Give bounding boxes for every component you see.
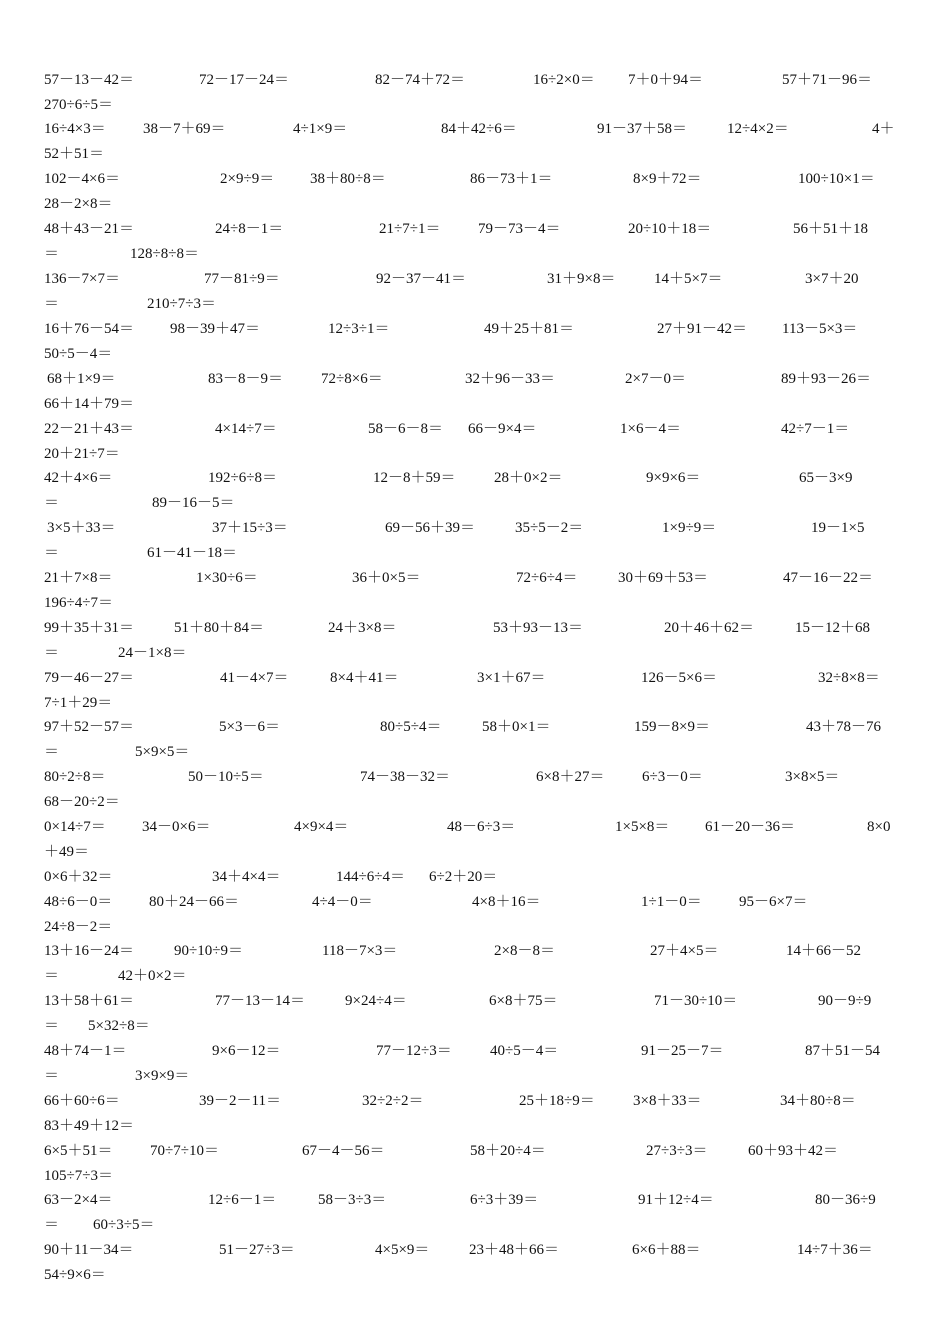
math-expression: 12÷4×2＝ [727,121,789,137]
math-expression: 28＋0×2＝ [494,470,563,486]
math-expression: 90－9÷9 [818,993,872,1009]
math-expression: 102－4×6＝ [44,171,120,187]
math-expression: 8×0 [867,819,891,835]
math-expression: 4÷1×9＝ [293,121,348,137]
math-expression: 80＋24－66＝ [149,894,240,910]
math-expression: 21÷7÷1＝ [379,221,441,237]
math-expression: 3×1＋67＝ [477,670,546,686]
math-expression: 42＋4×6＝ [44,470,113,486]
equals-sign: ＝ [44,1217,60,1233]
math-expression: 72÷8×6＝ [321,371,383,387]
math-expression: 14÷7＋36＝ [797,1242,873,1258]
math-expression: 51－27÷3＝ [219,1242,295,1258]
math-expression: 22－21＋43＝ [44,421,135,437]
math-expression: 58＋0×1＝ [482,719,551,735]
equals-sign: ＝ [44,296,60,312]
math-expression: 92－37－41＝ [376,271,467,287]
math-expression: 42÷7－1＝ [781,421,850,437]
math-expression: 66＋60÷6＝ [44,1093,120,1109]
math-expression: 24÷8－2＝ [44,919,113,935]
math-expression: 95－6×7＝ [739,894,808,910]
math-expression: 3×7＋20 [805,271,859,287]
math-expression: 6÷2＋20＝ [429,869,498,885]
math-expression: 35÷5－2＝ [515,520,584,536]
math-expression: 144÷6÷4＝ [336,869,405,885]
math-expression: 57＋71－96＝ [782,72,873,88]
math-expression: 89＋93－26＝ [781,371,872,387]
math-expression: 1×6－4＝ [620,421,681,437]
math-expression: 48÷6－0＝ [44,894,113,910]
math-expression: 192÷6÷8＝ [208,470,277,486]
math-expression: 69－56＋39＝ [385,520,476,536]
math-expression: 25＋18÷9＝ [519,1093,595,1109]
math-expression: 3×8×5＝ [785,769,840,785]
math-expression: 61－41－18＝ [147,545,238,561]
math-expression: 58－6－8＝ [368,421,444,437]
math-expression: 34＋80÷8＝ [780,1093,856,1109]
math-expression: 51＋80＋84＝ [174,620,265,636]
math-expression: 71－30÷10＝ [654,993,738,1009]
math-expression: 8×4＋41＝ [330,670,399,686]
math-expression: 83＋49＋12＝ [44,1118,135,1134]
math-expression: 4＋ [872,121,895,137]
math-expression: 63－2×4＝ [44,1192,113,1208]
math-expression: 16÷4×3＝ [44,121,106,137]
math-expression: 105÷7÷3＝ [44,1168,113,1184]
math-expression: 89－16－5＝ [152,495,235,511]
math-expression: 4×9×4＝ [294,819,349,835]
math-expression: 58－3÷3＝ [318,1192,387,1208]
math-expression: 12÷6－1＝ [208,1192,277,1208]
math-expression: 97＋52－57＝ [44,719,135,735]
math-expression: 126－5×6＝ [641,670,717,686]
math-expression: 49＋25＋81＝ [484,321,575,337]
math-expression: 1×30÷6＝ [196,570,258,586]
math-expression: 16÷2×0＝ [533,72,595,88]
math-expression: 72÷6÷4＝ [516,570,578,586]
math-expression: 5×32÷8＝ [88,1018,150,1034]
math-expression: 50÷5－4＝ [44,346,113,362]
math-expression: 196÷4÷7＝ [44,595,113,611]
math-expression: 7＋0＋94＝ [628,72,704,88]
equals-sign: ＝ [44,246,60,262]
math-expression: 48－6÷3＝ [447,819,516,835]
math-expression: 72－17－24＝ [199,72,290,88]
math-expression: 98－39＋47＝ [170,321,261,337]
math-expression: 3×9×9＝ [135,1068,190,1084]
math-expression: 48＋43－21＝ [44,221,135,237]
math-expression: 42＋0×2＝ [118,968,187,984]
math-expression: 60＋93＋42＝ [748,1143,839,1159]
math-expression: 34－0×6＝ [142,819,211,835]
math-expression: 54÷9×6＝ [44,1267,106,1283]
math-expression: 67－4－56＝ [302,1143,385,1159]
math-expression: 83－8－9＝ [208,371,284,387]
math-expression: 31＋9×8＝ [547,271,616,287]
math-expression: 27÷3÷3＝ [646,1143,708,1159]
math-expression: 86－73＋1＝ [470,171,553,187]
math-expression: 4×8＋16＝ [472,894,541,910]
math-expression: 1×9÷9＝ [662,520,717,536]
math-expression: 77－12÷3＝ [376,1043,452,1059]
math-expression: 91－37＋58＝ [597,121,688,137]
math-expression: 39－2－11＝ [199,1093,281,1109]
math-expression: 1÷1－0＝ [641,894,702,910]
math-expression: 65－3×9 [799,470,853,486]
math-expression: 32÷8×8＝ [818,670,880,686]
math-expression: 3×5＋33＝ [47,520,116,536]
equals-sign: ＝ [44,1068,60,1084]
math-expression: 0×6＋32＝ [44,869,113,885]
math-expression: 80－36÷9 [815,1192,876,1208]
math-expression: 6÷3－0＝ [642,769,703,785]
math-expression: ＋49＝ [44,844,90,860]
math-expression: 47－16－22＝ [783,570,874,586]
math-expression: 2×9÷9＝ [220,171,275,187]
math-expression: 9×6－12＝ [212,1043,281,1059]
math-expression: 91－25－7＝ [641,1043,724,1059]
math-expression: 43＋78－76 [806,719,882,735]
math-expression: 100÷10×1＝ [798,171,875,187]
math-expression: 87＋51－54 [805,1043,881,1059]
math-expression: 40÷5－4＝ [490,1043,559,1059]
math-expression: 24÷8－1＝ [215,221,284,237]
math-expression: 23＋48＋66＝ [469,1242,560,1258]
math-expression: 48＋74－1＝ [44,1043,127,1059]
math-expression: 19－1×5 [811,520,865,536]
math-expression: 128÷8÷8＝ [130,246,199,262]
math-expression: 79－73－4＝ [478,221,561,237]
math-expression: 16＋76－54＝ [44,321,135,337]
math-expression: 36＋0×5＝ [352,570,421,586]
equals-sign: ＝ [44,645,60,661]
math-expression: 91＋12÷4＝ [638,1192,714,1208]
math-expression: 6÷3＋39＝ [470,1192,539,1208]
math-expression: 90＋11－34＝ [44,1242,134,1258]
math-expression: 82－74＋72＝ [375,72,466,88]
math-expression: 3×8＋33＝ [633,1093,702,1109]
math-expression: 6×8＋27＝ [536,769,605,785]
math-expression: 61－20－36＝ [705,819,796,835]
math-expression: 90÷10÷9＝ [174,943,243,959]
math-expression: 9×24÷4＝ [345,993,407,1009]
math-expression: 14＋5×7＝ [654,271,723,287]
math-expression: 5×9×5＝ [135,744,190,760]
math-expression: 38－7＋69＝ [143,121,226,137]
math-expression: 77－13－14＝ [215,993,306,1009]
math-expression: 6×5＋51＝ [44,1143,113,1159]
math-expression: 37＋15÷3＝ [212,520,288,536]
math-expression: 60÷3÷5＝ [93,1217,155,1233]
math-expression: 12÷3÷1＝ [328,321,390,337]
math-expression: 0×14÷7＝ [44,819,106,835]
math-expression: 5×3－6＝ [219,719,280,735]
math-expression: 32＋96－33＝ [465,371,556,387]
math-expression: 4×14÷7＝ [215,421,277,437]
math-expression: 79－46－27＝ [44,670,135,686]
math-expression: 270÷6÷5＝ [44,97,113,113]
math-expression: 38＋80÷8＝ [310,171,386,187]
math-expression: 9×9×6＝ [646,470,701,486]
math-expression: 68－20÷2＝ [44,794,120,810]
math-expression: 56＋51＋18 [793,221,869,237]
math-expression: 20÷10＋18＝ [628,221,712,237]
math-expression: 118－7×3＝ [322,943,398,959]
math-expression: 4÷4－0＝ [312,894,373,910]
math-expression: 27＋91－42＝ [657,321,748,337]
math-expression: 4×5×9＝ [375,1242,430,1258]
math-expression: 12－8＋59＝ [373,470,456,486]
math-expression: 30＋69＋53＝ [618,570,709,586]
math-expression: 80÷5÷4＝ [380,719,442,735]
math-expression: 34＋4×4＝ [212,869,281,885]
equals-sign: ＝ [44,968,60,984]
math-expression: 14＋66－52 [786,943,862,959]
math-expression: 50－10÷5＝ [188,769,264,785]
math-expression: 1×5×8＝ [615,819,670,835]
math-expression: 2×8－8＝ [494,943,555,959]
math-expression: 113－5×3＝ [782,321,858,337]
math-expression: 210÷7÷3＝ [147,296,216,312]
math-expression: 28－2×8＝ [44,196,113,212]
math-expression: 20＋46＋62＝ [664,620,755,636]
math-expression: 57－13－42＝ [44,72,135,88]
math-expression: 41－4×7＝ [220,670,289,686]
math-expression: 7÷1＋29＝ [44,695,113,711]
math-expression: 8×9＋72＝ [633,171,702,187]
math-expression: 74－38－32＝ [360,769,451,785]
math-expression: 136－7×7＝ [44,271,120,287]
math-expression: 24＋3×8＝ [328,620,397,636]
math-expression: 6×8＋75＝ [489,993,558,1009]
math-expression: 99＋35＋31＝ [44,620,135,636]
math-expression: 84＋42÷6＝ [441,121,517,137]
math-expression: 2×7－0＝ [625,371,686,387]
math-expression: 32÷2÷2＝ [362,1093,424,1109]
math-expression: 68＋1×9＝ [47,371,116,387]
math-expression: 66＋14＋79＝ [44,396,135,412]
math-expression: 159－8×9＝ [634,719,710,735]
equals-sign: ＝ [44,1018,60,1034]
math-expression: 27＋4×5＝ [650,943,719,959]
math-expression: 80÷2÷8＝ [44,769,106,785]
math-expression: 24－1×8＝ [118,645,187,661]
math-expression: 20＋21÷7＝ [44,446,120,462]
equals-sign: ＝ [44,495,60,511]
math-expression: 21＋7×8＝ [44,570,113,586]
math-expression: 6×6＋88＝ [632,1242,701,1258]
math-expression: 70÷7÷10＝ [150,1143,219,1159]
math-expression: 77－81÷9＝ [204,271,280,287]
math-expression: 13＋58＋61＝ [44,993,135,1009]
equals-sign: ＝ [44,744,60,760]
math-expression: 58＋20÷4＝ [470,1143,546,1159]
math-expression: 53＋93－13＝ [493,620,584,636]
math-expression: 15－12＋68 [795,620,871,636]
equals-sign: ＝ [44,545,60,561]
math-expression: 66－9×4＝ [468,421,537,437]
math-expression: 52＋51＝ [44,146,105,162]
math-expression: 13＋16－24＝ [44,943,135,959]
